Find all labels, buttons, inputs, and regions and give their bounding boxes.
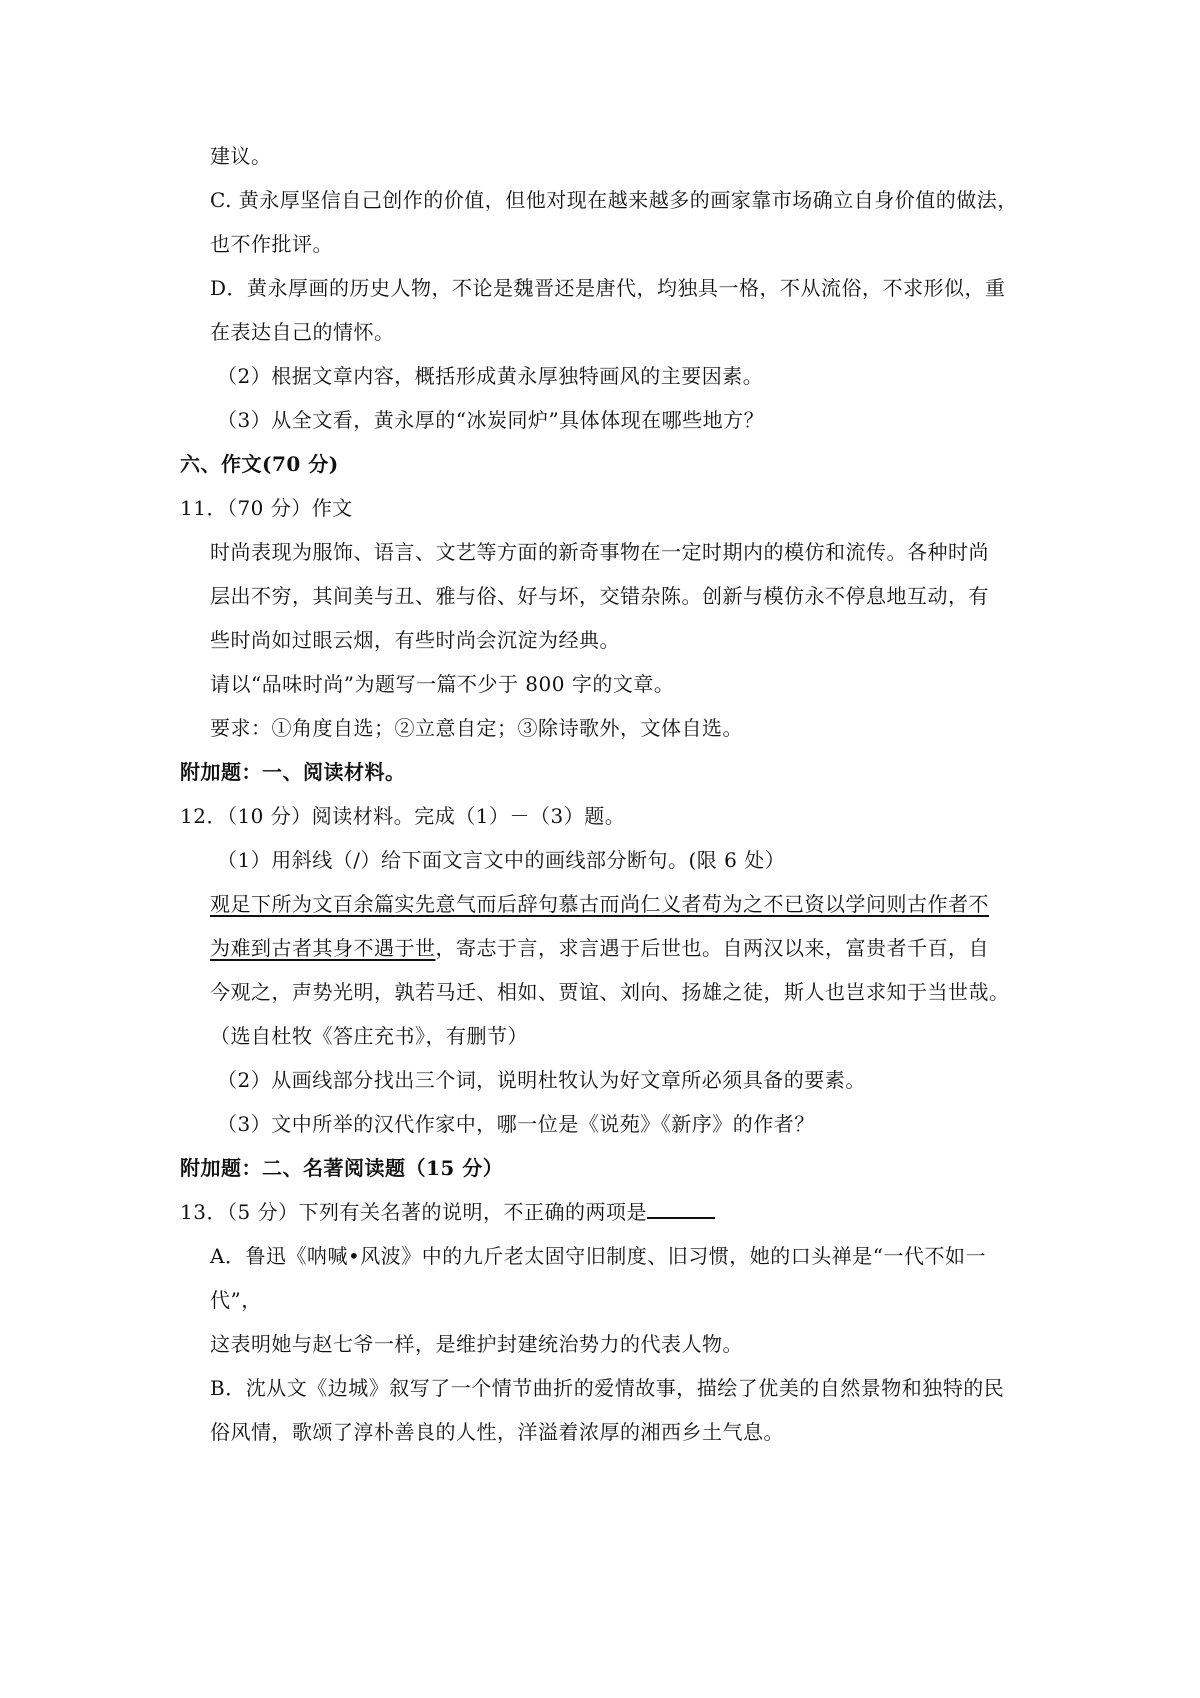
underlined-passage-line: 观足下所为文百余篇实先意气而后辞句慕古而尚仁义者苟为之不已资以学问则古作者不 — [210, 892, 989, 916]
text-line: 建议。 — [210, 144, 272, 168]
passage-source: （选自杜牧《答庄充书》，有删节） — [210, 1024, 528, 1048]
text-line: 代”， — [210, 1288, 262, 1312]
option-b-line: B．沈从文《边城》叙写了一个情节曲折的爱情故事，描绘了优美的自然景物和独特的民 — [210, 1376, 1005, 1400]
sub-question-1: （1）用斜线（/）给下面文言文中的画线部分断句。(限 6 处） — [217, 848, 786, 872]
option-c-line: C. 黄永厚坚信自己创作的价值，但他对现在越来越多的画家靠市场确立自身价值的做法， — [210, 188, 1018, 212]
question-13-text: 13．（5 分）下列有关名著的说明，不正确的两项是 — [180, 1200, 648, 1224]
text-line: 也不作批评。 — [210, 232, 333, 256]
section-heading-composition: 六、作文(70 分) — [180, 452, 339, 476]
underlined-passage-end: 为难到古者其身不遇于世 — [210, 936, 436, 960]
text-line: 些时尚如过眼云烟，有些时尚会沉淀为经典。 — [210, 628, 620, 652]
section-heading-extra-1: 附加题：一、阅读材料。 — [180, 760, 406, 784]
answer-blank — [647, 1199, 715, 1219]
passage-line — [210, 934, 989, 962]
question-12: 12．（10 分）阅读材料。完成（1）－（3）题。 — [180, 804, 626, 828]
passage-line: 今观之，声势光明，孰若马迁、相如、贾谊、刘向、扬雄之徒，斯人也岂求知于当世哉。 — [210, 980, 1010, 1004]
essay-requirements: 要求：①角度自选；②立意自定；③除诗歌外，文体自选。 — [210, 716, 743, 740]
text-line: 这表明她与赵七爷一样，是维护封建统治势力的代表人物。 — [210, 1332, 743, 1356]
sub-question-3: （3）从全文看，黄永厚的“冰炭同炉”具体体现在哪些地方？ — [217, 408, 765, 432]
text-line: 时尚表现为服饰、语言、文艺等方面的新奇事物在一定时期内的模仿和流传。各种时尚 — [210, 540, 989, 564]
option-a-line: A．鲁迅《呐喊•风波》中的九斤老太固守旧制度、旧习惯，她的口头禅是“一代不如一 — [210, 1244, 986, 1268]
sub-question-2: （2）根据文章内容，概括形成黄永厚独特画风的主要因素。 — [217, 364, 764, 388]
passage-continuation: ，寄志于言，求言遇于后世也。自两汉以来，富贵者千百，自 — [435, 936, 989, 960]
text-line: 在表达自己的情怀。 — [210, 320, 395, 344]
text-line: 俗风情，歌颂了淳朴善良的人性，洋溢着浓厚的湘西乡土气息。 — [210, 1420, 784, 1444]
sub-question-3: （3）文中所举的汉代作家中，哪一位是《说苑》《新序》的作者？ — [217, 1112, 815, 1136]
essay-prompt: 请以“品味时尚”为题写一篇不少于 800 字的文章。 — [210, 672, 675, 696]
sub-question-2: （2）从画线部分找出三个词，说明杜牧认为好文章所必须具备的要素。 — [217, 1068, 866, 1092]
section-heading-extra-2: 附加题：二、名著阅读题（15 分） — [180, 1156, 504, 1180]
option-d-line: D．黄永厚画的历史人物，不论是魏晋还是唐代，均独具一格，不从流俗，不求形似，重 — [210, 276, 1006, 300]
text-line: 层出不穷，其间美与丑、雅与俗、好与坏，交错杂陈。创新与模仿永不停息地互动，有 — [210, 584, 989, 608]
question-13 — [180, 1198, 715, 1226]
question-11: 11．（70 分）作文 — [180, 496, 353, 520]
